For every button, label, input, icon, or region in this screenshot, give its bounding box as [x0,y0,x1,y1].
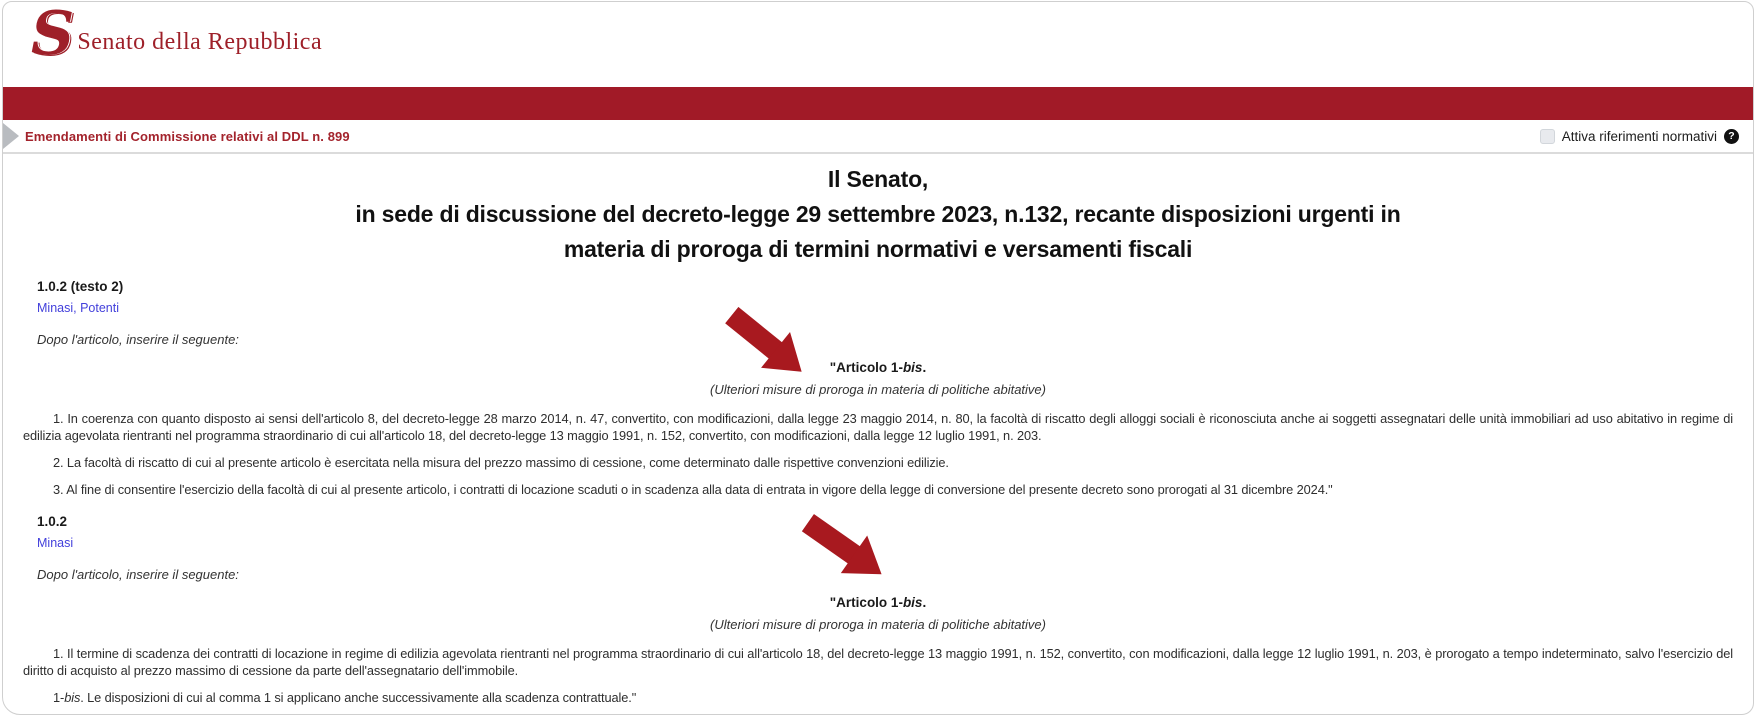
senato-logo-text: Senato della Repubblica [77,29,323,56]
article-heading-area [23,360,1733,397]
article-rubric: (Ulteriori misure di proroga in materia di politiche abitative) [710,382,1046,397]
amendment-paragraph: 1. In coerenza con quanto disposto ai sensi dell'articolo 8, del decreto-legge 28 marzo 2014, n. 47, convertito, con modificazioni, dalla legge 23 maggio 2014, n. 80, la facoltà di riscatto degli alloggi sociali è riconosciuta anche ai soggetti assegnatari delle unità immobiliari ad uso abitativo in regime di edilizia agevolata rientranti nel programma straordinario di cui all'articolo 18, del decreto-legge 13 maggio 1991, n. 152, convertito, con modificazioni, dalla legge 12 luglio 1991, n. 203. [23,411,1733,443]
senato-logo[interactable] [31,1,323,69]
riferimenti-toggle [1540,129,1739,144]
amendment-paragraph: 1. Il termine di scadenza dei contratti di locazione in regime di edilizia agevolata rientranti nel programma straordinario di cui all'articolo 18, del decreto-legge 13 maggio 1991, n. 152, convertito, con modificazioni, dalla legge 12 luglio 1991, n. 203, è prorogato a tempo indeterminato, salvo l'esercizio del diritto di acquisto al prezzo massimo di cessione da parte dell'assegnatario dell'immobile. [23,646,1733,678]
site-header [3,2,1753,87]
heading-line-2: in sede di discussione del decreto-legge 29 settembre 2023, n.132, recante disposizioni urgenti in [355,201,1401,227]
proponents-link[interactable]: Minasi, Potenti [37,301,119,315]
heading-line-3: materia di proroga di termini normativi e versamenti fiscali [563,236,1193,262]
amendment-paragraph: 3. Al fine di consentire l'esercizio della facoltà di cui al presente articolo, i contratti di locazione scaduti o in scadenza alla data di entrata in vigore della legge di conversione del presente decreto sono prorogati al 31 dicembre 2024." [53,482,1333,497]
riferimenti-checkbox[interactable] [1540,129,1555,144]
article-heading-area [23,595,1733,632]
amendment-2 [23,514,1733,706]
document-heading [23,162,1733,267]
amendment-paragraph-bis: 1-bis. Le disposizioni di cui al comma 1 si applicano anche successivamente alla scadenza contrattuale." [53,690,637,705]
article-rubric: (Ulteriori misure di proroga in materia di politiche abitative) [710,617,1046,632]
proponents-link[interactable]: Minasi [37,536,74,550]
breadcrumb: Emendamenti di Commissione relativi al DDL n. 899 [25,128,350,144]
amendment-paragraph: 2. La facoltà di riscatto di cui al presente articolo è esercitata nella misura del prezzo massimo di cessione, come determinato dalle rispettive convenzioni edilizie. [53,455,949,470]
amendment-instruction: Dopo l'articolo, inserire il seguente: [37,332,239,347]
senato-logo-icon: S [31,1,75,69]
article-title: "Articolo 1-bis. [829,360,927,375]
help-icon[interactable]: ? [1724,129,1739,144]
amendment-number: 1.0.2 [37,514,68,529]
header-red-bar [3,87,1753,120]
breadcrumb-area [3,123,350,149]
amendment-instruction: Dopo l'articolo, inserire il seguente: [37,567,239,582]
page [2,1,1754,715]
amendment-1 [23,279,1733,498]
riferimenti-label[interactable]: Attiva riferimenti normativi [1561,128,1717,144]
breadcrumb-arrow-icon [3,123,19,149]
amendments-document [3,162,1753,706]
article-title: "Articolo 1-bis. [829,595,927,610]
heading-line-1: Il Senato, [827,166,929,192]
amendment-number: 1.0.2 (testo 2) [37,279,124,294]
toolbar [3,120,1753,154]
red-arrow-icon [716,295,817,390]
